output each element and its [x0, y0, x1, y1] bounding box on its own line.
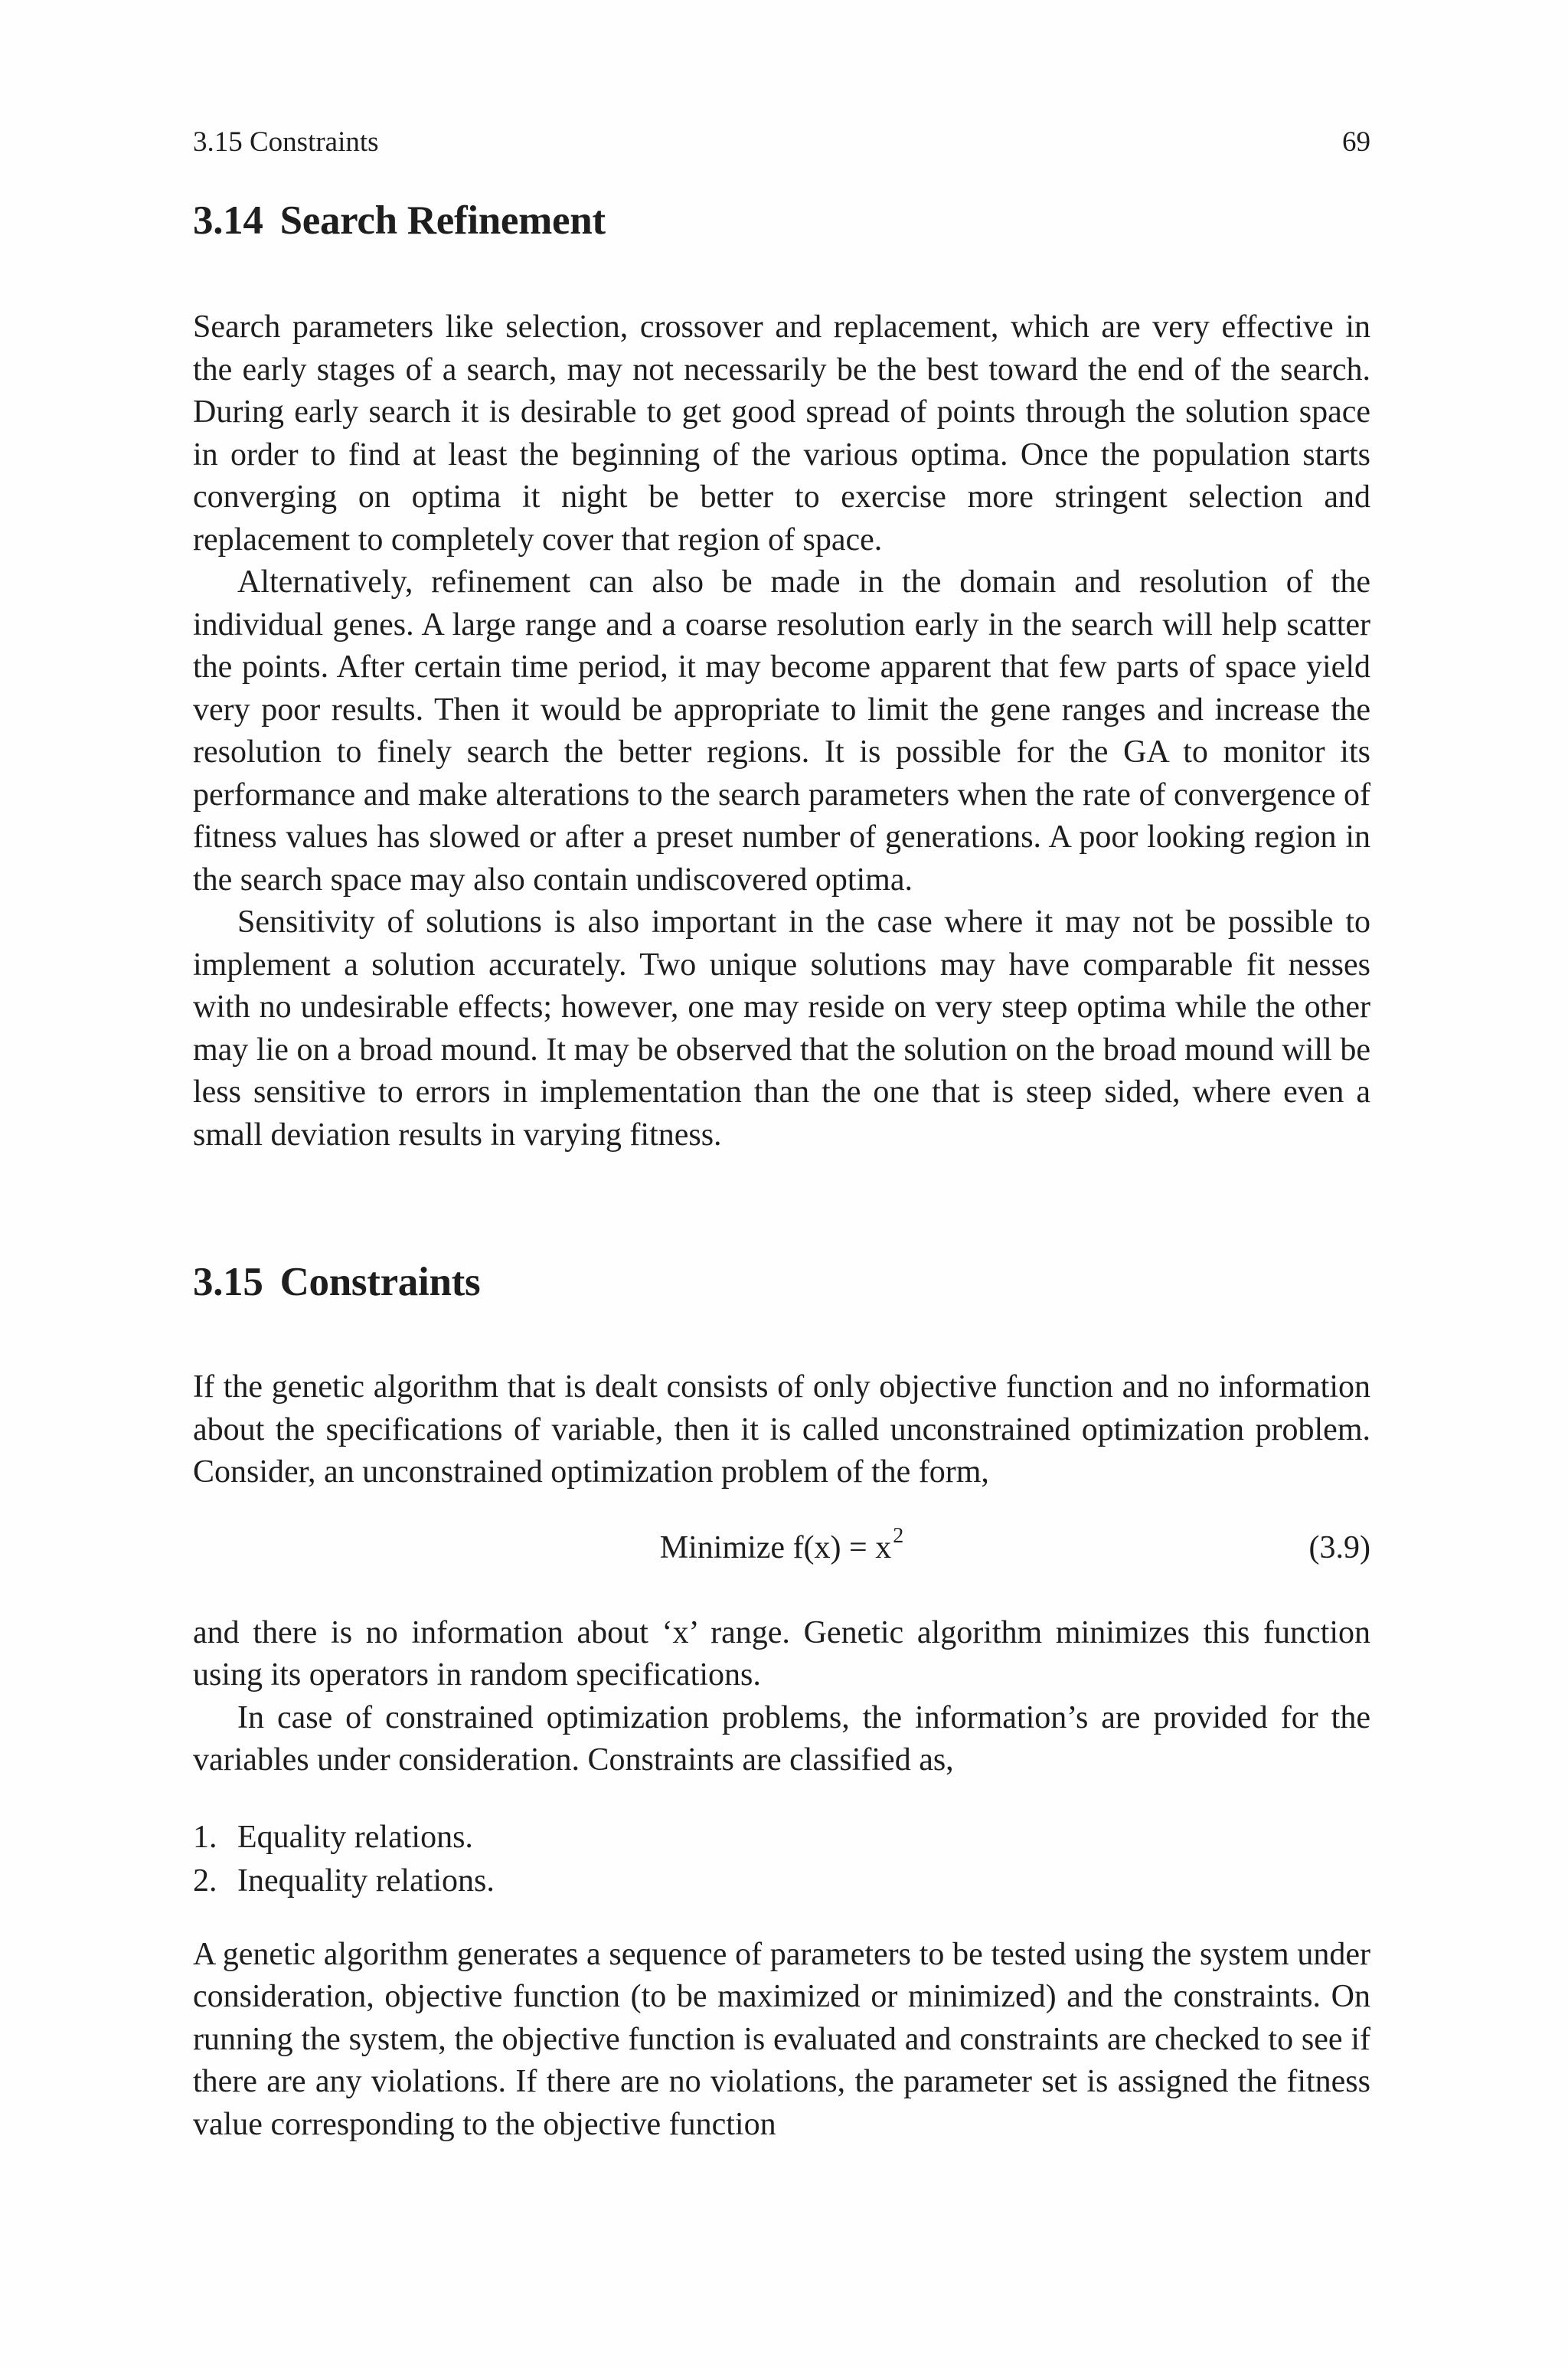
section-number: 3.14: [193, 198, 263, 243]
list-item-text: Equality relations.: [237, 1819, 473, 1855]
page-number: 69: [1342, 126, 1370, 158]
section-search-refinement: [193, 196, 1370, 1156]
list-item: [193, 1816, 1370, 1859]
list-marker: 2.: [193, 1863, 217, 1899]
paragraph: Sensitivity of solutions is also important in the case where it may not be possible to implement a solution accurately. Two unique solutions may have comparable fit nesses with no undesirable effects; however, one may reside on very steep optima while the other may lie on a broad mound. It may be observed that the solution on the broad mound will be less sensitive to errors in implementation than the one that is steep sided, where even a small deviation results in varying fitness.: [193, 904, 1370, 1153]
section-heading: [193, 1258, 1370, 1307]
equation: [193, 1525, 1370, 1571]
running-head: [193, 123, 1370, 162]
section-title: Search Refinement: [279, 198, 606, 243]
list-item-text: Inequality relations.: [237, 1863, 495, 1899]
paragraph: If the genetic algorithm that is dealt consists of only objective function and no information about the specifications of variable, then it is called unconstrained optimization problem. Consider, an unconstrained optimization problem of the form,: [193, 1369, 1370, 1490]
running-title: 3.15 Constraints: [193, 126, 379, 158]
section-title: Constraints: [279, 1260, 481, 1304]
book-page: [193, 123, 1370, 2146]
paragraph: In case of constrained optimization problems, the information’s are provided for the variables under consideration. Constraints are classified as,: [193, 1699, 1370, 1778]
paragraph: Search parameters like selection, crossover and replacement, which are very effective in the early stages of a search, may not necessarily be the best toward the end of the search. During early search it is desirable to get good spread of points through the solution space in order to find at least the beginning of the various optima. Once the population starts converging on optima it night be better to exercise more stringent selection and replacement to completely cover that region of space.: [193, 309, 1370, 558]
equation-exponent: 2: [893, 1523, 904, 1548]
section-heading: [193, 196, 1370, 245]
section-number: 3.15: [193, 1260, 263, 1304]
list-item: [193, 1859, 1370, 1903]
paragraph: and there is no information about ‘x’ range. Genetic algorithm minimizes this function using its operators in random specifications.: [193, 1614, 1370, 1693]
paragraph: A genetic algorithm generates a sequence of parameters to be tested using the system under consideration, objective function (to be maximized or minimized) and the constraints. On running the system, the objective function is evaluated and constraints are checked to see if there are any violations. If there are no violations, the parameter set is assigned the fitness value corresponding to the objective function: [193, 1936, 1370, 2142]
section-constraints: [193, 1258, 1370, 2146]
equation-expression: Minimize f(x) = x: [659, 1529, 892, 1565]
list-marker: 1.: [193, 1819, 217, 1855]
constraint-types-list: [193, 1816, 1370, 1903]
paragraph: Alternatively, refinement can also be made in the domain and resolution of the individual genes. A large range and a coarse resolution early in the search will help scatter the points. After certain time period, it may become apparent that few parts of space yield very poor results. Then it would be appropriate to limit the gene ranges and increase the resolution to finely search the better regions. It is possible for the GA to monitor its performance and make alterations to the search parameters when the rate of convergence of fitness values has slowed or after a preset number of generations. A poor looking region in the search space may also contain undiscovered optima.: [193, 564, 1370, 898]
equation-body: [193, 1525, 1370, 1575]
equation-number: (3.9): [1308, 1529, 1370, 1565]
